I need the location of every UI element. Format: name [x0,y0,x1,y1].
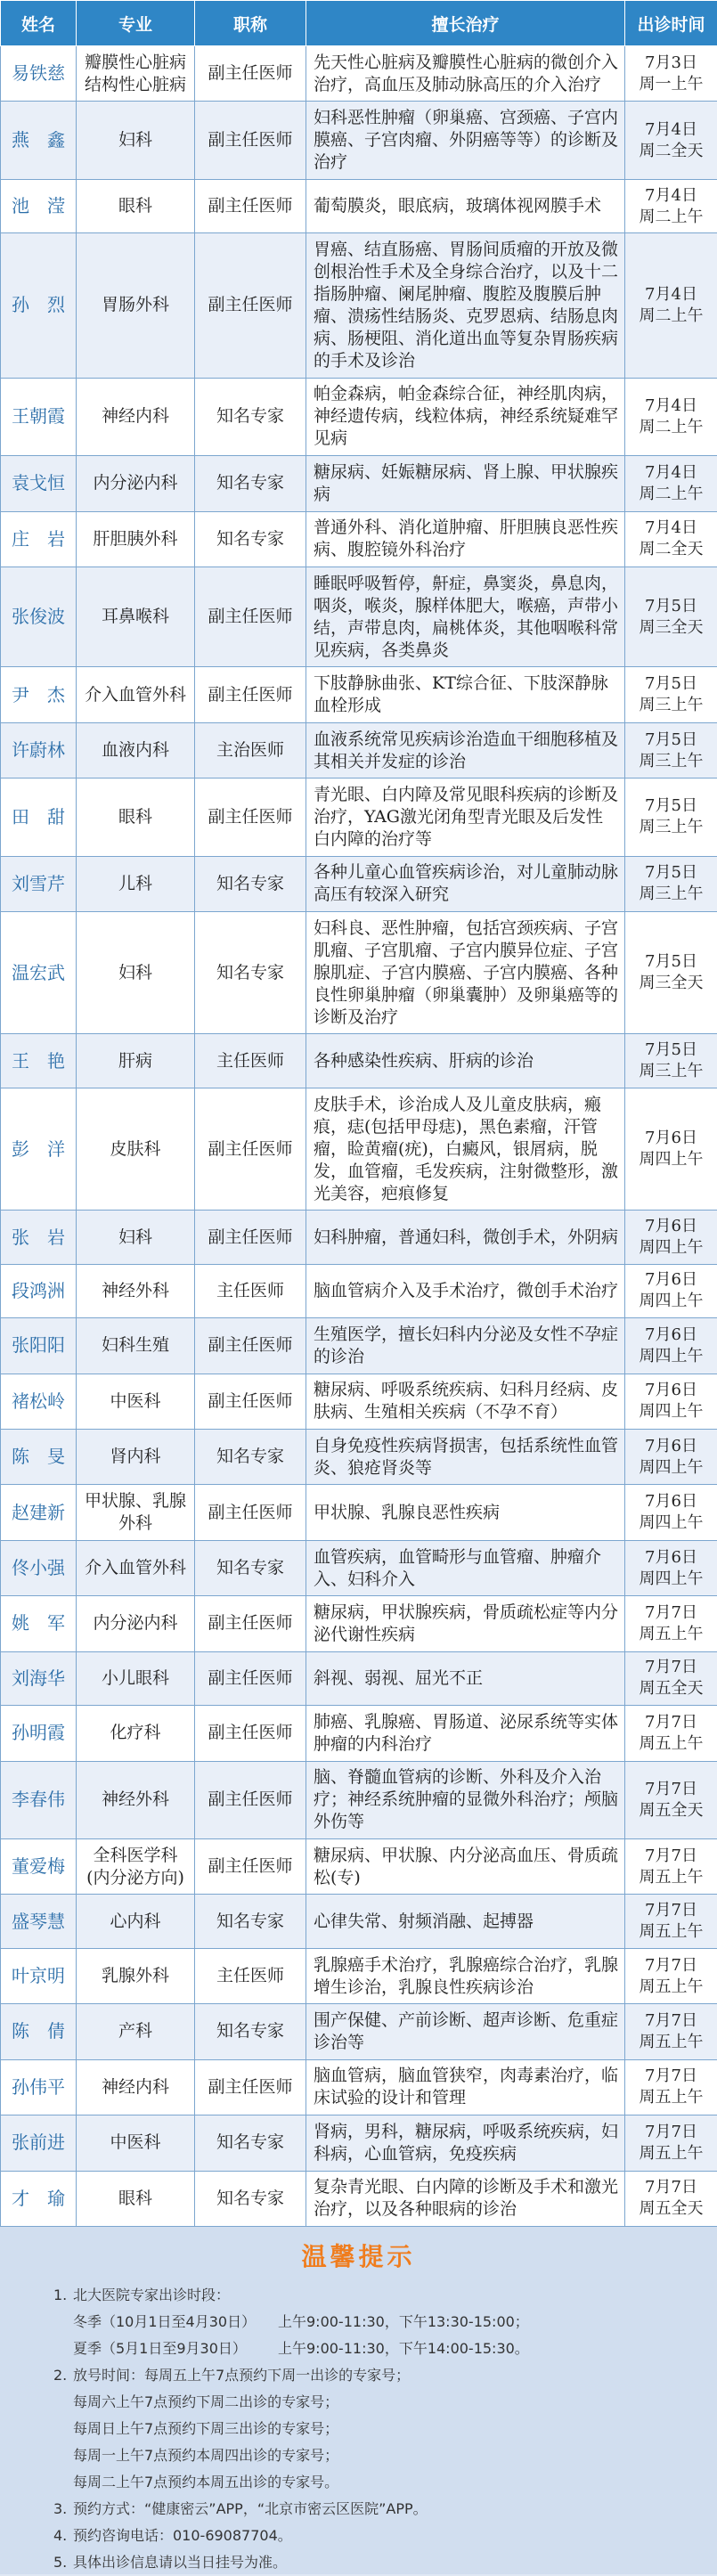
department: 皮肤科 [77,1088,195,1210]
visit-time: 7月4日 周二全天 [625,511,717,567]
table-row [1,46,717,102]
table-row [1,667,717,722]
specialty: 心律失常、射频消融、起搏器 [306,1895,625,1948]
doctor-name: 庄 岩 [1,511,77,567]
tip-text: 预约咨询电话：010-69087704。 [73,2527,292,2544]
tip-item-5 [53,2549,717,2576]
doctor-title: 副主任医师 [195,1761,306,1838]
doctor-name: 赵建新 [1,1485,77,1540]
doctor-title: 知名专家 [195,856,306,911]
visit-time: 7月7日 周五上午 [625,2004,717,2059]
department: 眼科 [77,179,195,232]
specialty: 葡萄膜炎，眼底病，玻璃体视网膜手术 [306,179,625,232]
specialty: 斜视、弱视、屈光不正 [306,1651,625,1705]
specialty: 脑、脊髓血管病的诊断、外科及介入治疗；神经系统肿瘤的显微外科治疗；颅脑外伤等 [306,1761,625,1838]
table-body [1,46,717,2227]
specialty: 甲状腺、乳腺良恶性疾病 [306,1485,625,1540]
doctor-title: 主任医师 [195,1034,306,1088]
table-row [1,1034,717,1088]
visit-time: 7月6日 周四上午 [625,1318,717,1374]
header-time: 出诊时间 [625,1,717,46]
visit-time: 7月7日 周五上午 [625,1706,717,1761]
table-row [1,1211,717,1264]
department: 化疗科 [77,1706,195,1761]
department: 内分泌内科 [77,1596,195,1651]
doctor-name: 董爱梅 [1,1838,77,1894]
visit-time: 7月5日 周三全天 [625,567,717,666]
table-row [1,1540,717,1595]
tip-item-2-line: 每周日上午7点预约下周三出诊的专家号； [53,2416,717,2442]
specialty: 皮肤手术，诊治成人及儿童皮肤病，瘢痕，痣(包括甲母痣)，黑色素瘤，汗管瘤，睑黄瘤(疣)，白癜风，银屑病，脱发，血管瘤，毛发疾病，注射微整形，激光美容，疤痕修复 [306,1088,625,1210]
doctor-title: 副主任医师 [195,1088,306,1210]
visit-time: 7月7日 周五上午 [625,1596,717,1651]
visit-time: 7月5日 周三上午 [625,1034,717,1088]
tip-winter-line [53,2309,717,2336]
department: 心内科 [77,1895,195,1948]
table-row [1,1761,717,1838]
visit-time: 7月3日 周一上午 [625,46,717,102]
doctor-name: 池 滢 [1,179,77,232]
visit-time: 7月4日 周二上午 [625,233,717,378]
department: 肾内科 [77,1430,195,1485]
specialty: 妇科恶性肿瘤（卵巢癌、宫颈癌、子宫内膜癌、子宫肉瘤、外阴癌等等）的诊断及治疗 [306,102,625,179]
doctor-name: 袁戈恒 [1,456,77,511]
specialty: 血液系统常见疾病诊治造血干细胞移植及其相关并发症的诊治 [306,722,625,778]
tip-item-4 [53,2523,717,2549]
doctor-name: 张 岩 [1,1211,77,1264]
doctor-name: 盛琴慧 [1,1895,77,1948]
doctor-title: 副主任医师 [195,102,306,179]
visit-time: 7月6日 周四上午 [625,1374,717,1429]
doctor-name: 孙明霞 [1,1706,77,1761]
doctor-title: 副主任医师 [195,779,306,856]
doctor-name: 温宏武 [1,912,77,1034]
doctor-name: 陈 旻 [1,1430,77,1485]
table-row [1,2059,717,2115]
table-row [1,1264,717,1317]
doctor-name: 尹 杰 [1,667,77,722]
visit-time: 7月6日 周四上午 [625,1430,717,1485]
specialty: 妇科良、恶性肿瘤，包括宫颈疾病、子宫肌瘤、子宫肌瘤、子宫内膜异位症、子宫腺肌症、子宫内膜癌、子宫内膜癌、各种良性卵巢肿瘤（卵巢囊肿）及卵巢癌等的诊断及治疗 [306,912,625,1034]
doctor-title: 知名专家 [195,2115,306,2171]
department: 肝病 [77,1034,195,1088]
specialty: 各种儿童心血管疾病诊治，对儿童肺动脉高压有较深入研究 [306,856,625,911]
visit-time: 7月4日 周二上午 [625,456,717,511]
doctor-name: 佟小强 [1,1540,77,1595]
table-row [1,1088,717,1210]
tip-number: 1. [53,2282,67,2309]
table-row [1,179,717,232]
tip-item-3 [53,2496,717,2523]
department: 胃肠外科 [77,233,195,378]
table-row [1,378,717,455]
visit-time: 7月4日 周二全天 [625,102,717,179]
doctor-name: 姚 军 [1,1596,77,1651]
specialty: 妇科肿瘤，普通妇科，微创手术，外阴病 [306,1211,625,1264]
visit-time: 7月6日 周四上午 [625,1264,717,1317]
doctor-title: 知名专家 [195,456,306,511]
department: 介入血管外科 [77,1540,195,1595]
doctor-title: 副主任医师 [195,46,306,102]
doctor-name: 孙 烈 [1,233,77,378]
tip-item-2-line: 每周六上午7点预约下周二出诊的专家号； [53,2389,717,2416]
table-row [1,511,717,567]
department: 小儿眼科 [77,1651,195,1705]
table-row [1,1948,717,2003]
tips-title: 温馨提示 [0,2238,717,2273]
table-header [1,1,717,46]
table-row [1,1485,717,1540]
department: 神经内科 [77,2059,195,2115]
header-dept: 专业 [77,1,195,46]
doctor-name: 王朝霞 [1,378,77,455]
specialty: 围产保健、产前诊断、超声诊断、危重症诊治等 [306,2004,625,2059]
visit-time: 7月7日 周五上午 [625,1838,717,1894]
department: 中医科 [77,2115,195,2171]
doctor-title: 知名专家 [195,2171,306,2226]
department: 介入血管外科 [77,667,195,722]
doctor-name: 才 瑜 [1,2171,77,2226]
specialty: 糖尿病、呼吸系统疾病、妇科月经病、皮肤病、生殖相关疾病（不孕不育） [306,1374,625,1429]
department: 儿科 [77,856,195,911]
doctor-name: 刘海华 [1,1651,77,1705]
tip-item-2-line: 每周一上午7点预约本周四出诊的专家号； [53,2442,717,2469]
specialty: 生殖医学，擅长妇科内分泌及女性不孕症的诊治 [306,1318,625,1374]
visit-time: 7月5日 周三上午 [625,856,717,911]
doctor-name: 张俊波 [1,567,77,666]
doctor-name: 陈 倩 [1,2004,77,2059]
visit-time: 7月6日 周四上午 [625,1485,717,1540]
specialty: 复杂青光眼、白内障的诊断及手术和激光治疗，以及各种眼病的诊治 [306,2171,625,2226]
department: 神经内科 [77,378,195,455]
table-row [1,2004,717,2059]
doctor-title: 副主任医师 [195,179,306,232]
doctor-title: 副主任医师 [195,1651,306,1705]
tip-item-2-line: 每周二上午7点预约本周五出诊的专家号。 [53,2469,717,2496]
summer-label: 夏季（5月1日至9月30日） [73,2336,278,2362]
department: 眼科 [77,779,195,856]
tip-item-2 [53,2362,717,2389]
doctor-title: 副主任医师 [195,1374,306,1429]
specialty: 脑血管病介入及手术治疗，微创手术治疗 [306,1264,625,1317]
tip-text: 具体出诊信息请以当日挂号为准。 [73,2554,287,2571]
table-row [1,722,717,778]
visit-time: 7月5日 周三全天 [625,912,717,1034]
department: 内分泌内科 [77,456,195,511]
doctor-name: 易铁慈 [1,46,77,102]
header-name: 姓名 [1,1,77,46]
specialty: 糖尿病、妊娠糖尿病、肾上腺、甲状腺疾病 [306,456,625,511]
specialty: 血管疾病，血管畸形与血管瘤、肿瘤介入、妇科介入 [306,1540,625,1595]
visit-time: 7月6日 周四上午 [625,1211,717,1264]
visit-time: 7月6日 周四上午 [625,1540,717,1595]
tips-panel [0,2227,717,2574]
doctor-name: 彭 洋 [1,1088,77,1210]
visit-time: 7月5日 周三上午 [625,779,717,856]
doctor-name: 叶京明 [1,1948,77,2003]
specialty: 普通外科、消化道肿瘤、肝胆胰良恶性疾病、腹腔镜外科治疗 [306,511,625,567]
department: 甲状腺、乳腺外科 [77,1485,195,1540]
department: 产科 [77,2004,195,2059]
summer-time: 上午9:00-11:30，下午14:00-15:30。 [278,2336,529,2362]
visit-time: 7月7日 周五全天 [625,1761,717,1838]
department: 耳鼻喉科 [77,567,195,666]
tip-text: 放号时间：每周五上午7点预约下周一出诊的专家号； [73,2367,410,2384]
doctor-title: 副主任医师 [195,1318,306,1374]
visit-time: 7月4日 周二上午 [625,179,717,232]
visit-time: 7月7日 周五全天 [625,1651,717,1705]
department: 肝胆胰外科 [77,511,195,567]
specialty: 各种感染性疾病、肝病的诊治 [306,1034,625,1088]
specialty: 肺癌、乳腺癌、胃肠道、泌尿系统等实体肿瘤的内科治疗 [306,1706,625,1761]
doctor-title: 知名专家 [195,1895,306,1948]
table-row [1,233,717,378]
department: 妇科 [77,912,195,1034]
header-row [1,1,717,46]
department: 眼科 [77,2171,195,2226]
doctor-title: 主任医师 [195,1948,306,2003]
tip-text: 预约方式：“健康密云”APP，“北京市密云区医院”APP。 [73,2500,428,2517]
doctor-name: 段鸿洲 [1,1264,77,1317]
specialty: 脑血管病，脑血管狭窄，肉毒素治疗，临床试验的设计和管理 [306,2059,625,2115]
winter-time: 上午9:00-11:30，下午13:30-15:00； [278,2309,529,2336]
doctor-name: 田 甜 [1,779,77,856]
department: 中医科 [77,1374,195,1429]
visit-time: 7月7日 周五上午 [625,2115,717,2171]
doctor-name: 张前进 [1,2115,77,2171]
specialty: 糖尿病、甲状腺、内分泌高血压、骨质疏松(专) [306,1838,625,1894]
tip-summer-line [53,2336,717,2362]
department: 血液内科 [77,722,195,778]
specialty: 乳腺癌手术治疗，乳腺癌综合治疗，乳腺增生诊治，乳腺良性疾病诊治 [306,1948,625,2003]
doctor-title: 副主任医师 [195,1838,306,1894]
table-row [1,1651,717,1705]
specialty: 先天性心脏病及瓣膜性心脏病的微创介入治疗，高血压及肺动脉高压的介入治疗 [306,46,625,102]
specialty: 自身免疫性疾病肾损害，包括系统性血管炎、狼疮肾炎等 [306,1430,625,1485]
specialty: 青光眼、白内障及常见眼科疾病的诊断及治疗，YAG激光闭角型青光眼及后发性白内障的治疗等 [306,779,625,856]
table-row [1,1430,717,1485]
department: 妇科 [77,1211,195,1264]
table-row [1,1706,717,1761]
visit-time: 7月7日 周五全天 [625,2171,717,2226]
specialty: 肾病，男科，糖尿病，呼吸系统疾病，妇科病，心血管病，免疫疾病 [306,2115,625,2171]
table-row [1,2171,717,2226]
department: 乳腺外科 [77,1948,195,2003]
department: 全科医学科 (内分泌方向) [77,1838,195,1894]
department: 瓣膜性心脏病 结构性心脏病 [77,46,195,102]
doctor-name: 孙伟平 [1,2059,77,2115]
doctor-title: 副主任医师 [195,233,306,378]
doctor-title: 知名专家 [195,511,306,567]
doctor-title: 知名专家 [195,1540,306,1595]
table-row [1,1596,717,1651]
doctor-title: 知名专家 [195,1430,306,1485]
doctor-title: 知名专家 [195,912,306,1034]
table-row [1,1318,717,1374]
doctor-title: 知名专家 [195,2004,306,2059]
department: 妇科 [77,102,195,179]
doctor-title: 副主任医师 [195,1485,306,1540]
department: 神经外科 [77,1264,195,1317]
tip-number: 4. [53,2523,67,2549]
table-row [1,2115,717,2171]
doctor-name: 王 艳 [1,1034,77,1088]
winter-label: 冬季（10月1日至4月30日） [73,2309,278,2336]
header-specialty: 擅长治疗 [306,1,625,46]
tip-text: 北大医院专家出诊时段： [73,2287,230,2303]
department: 妇科生殖 [77,1318,195,1374]
specialty: 睡眠呼吸暂停，鼾症，鼻窦炎，鼻息肉，咽炎，喉炎，腺样体肥大，喉癌，声带小结，声带息肉，扁桃体炎，其他咽喉科常见疾病，各类鼻炎 [306,567,625,666]
specialty: 胃癌、结直肠癌、胃肠间质瘤的开放及微创根治性手术及全身综合治疗，以及十二指肠肿瘤、阑尾肿瘤、腹腔及腹膜后肿瘤、溃疡性结肠炎、克罗恩病、结肠息肉病、肠梗阻、消化道出血等复杂胃肠疾病的手术及诊治 [306,233,625,378]
specialty: 糖尿病，甲状腺疾病，骨质疏松症等内分泌代谢性疾病 [306,1596,625,1651]
table-row [1,1895,717,1948]
visit-time: 7月5日 周三上午 [625,667,717,722]
specialty: 帕金森病，帕金森综合征，神经肌肉病，神经遗传病，线粒体病，神经系统疑难罕见病 [306,378,625,455]
doctor-title: 副主任医师 [195,2059,306,2115]
visit-time: 7月4日 周二上午 [625,378,717,455]
doctor-title: 主任医师 [195,1264,306,1317]
table-row [1,456,717,511]
header-title: 职称 [195,1,306,46]
doctor-title: 副主任医师 [195,667,306,722]
doctor-title: 副主任医师 [195,567,306,666]
tip-number: 3. [53,2496,67,2523]
doctor-name: 张阳阳 [1,1318,77,1374]
tip-item-1 [53,2282,717,2309]
visit-time: 7月7日 周五上午 [625,1948,717,2003]
table-row [1,912,717,1034]
table-row [1,779,717,856]
doctor-title: 副主任医师 [195,1596,306,1651]
visit-time: 7月5日 周三上午 [625,722,717,778]
doctor-name: 燕 鑫 [1,102,77,179]
tip-number: 5. [53,2549,67,2576]
doctor-title: 主治医师 [195,722,306,778]
visit-time: 7月7日 周五上午 [625,2059,717,2115]
tip-number: 2. [53,2362,67,2389]
doctor-title: 知名专家 [195,378,306,455]
table-row [1,1838,717,1894]
table-row [1,856,717,911]
doctor-name: 刘雪芹 [1,856,77,911]
table-row [1,567,717,666]
doctor-title: 副主任医师 [195,1211,306,1264]
doctor-name: 许蔚林 [1,722,77,778]
doctor-name: 李春伟 [1,1761,77,1838]
doctor-name: 褚松岭 [1,1374,77,1429]
department: 神经外科 [77,1761,195,1838]
visit-time: 7月7日 周五上午 [625,1895,717,1948]
doctor-title: 副主任医师 [195,1706,306,1761]
table-row [1,1374,717,1429]
tips-list [53,2282,717,2576]
visit-time: 7月6日 周四上午 [625,1088,717,1210]
specialty: 下肢静脉曲张、KT综合征、下肢深静脉血栓形成 [306,667,625,722]
table-row [1,102,717,179]
